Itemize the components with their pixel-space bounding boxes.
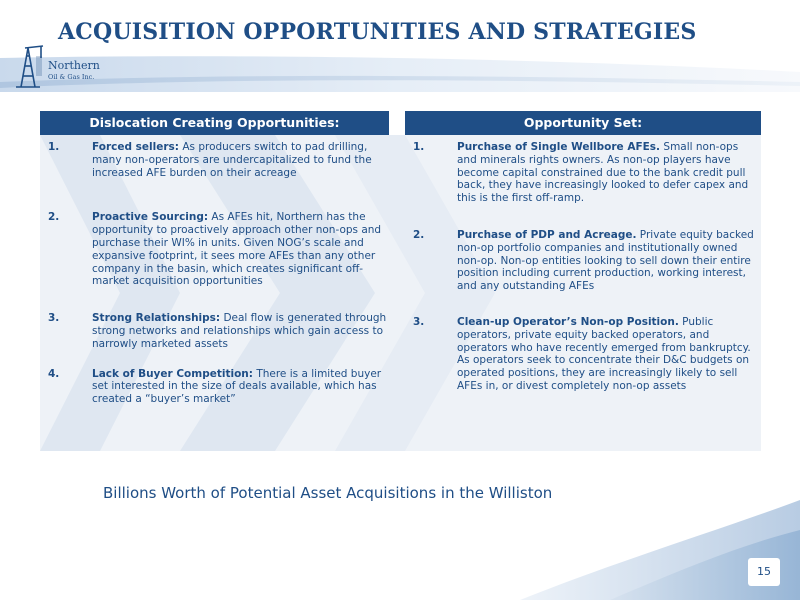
slide-title: ACQUISITION OPPORTUNITIES AND STRATEGIES [58,19,697,45]
tagline: Billions Worth of Potential Asset Acquisitions in the Williston [103,484,553,502]
list-item [48,312,388,350]
item-text: Public operators, private equity backed operators, and operators who have recently emerged from bankruptcy. As operators seek to concentrate their D&C budgets on operated positions, they are increasingly likely to sell AFEs in, or divest completely non-op assets [457,315,751,392]
right-column-header: Opportunity Set: [405,111,761,135]
logo-wordmark: Northern [48,59,100,72]
list-item [48,141,388,179]
left-column-header: Dislocation Creating Opportunities: [40,111,389,135]
item-lead: Purchase of PDP and Acreage. [457,228,637,241]
dislocation-list [48,141,388,406]
item-number: 2. [48,211,60,224]
item-text: There is a limited buyer set interested in the size of deals available, which has created a “buyer’s market” [92,367,382,406]
item-text: As AFEs hit, Northern has the opportunity to proactively approach other non-ops and purchase their WI% in units. Given NOG’s scale and expansive footprint, it sees more AFEs than any other company in the basin, which creates significant off-market acquisition opportunities [92,211,382,288]
list-item [413,141,758,205]
opportunity-list [413,141,758,393]
item-lead: Purchase of Single Wellbore AFEs. [457,141,661,153]
item-lead: Lack of Buyer Competition: [92,367,253,380]
item-number: 3. [48,312,60,325]
list-item [413,229,758,293]
item-text: Small non-ops and minerals rights owners. As non-op players have become capital constrained due to the bank credit pull back, they have increasingly looked to defer capex and this is the first off-ramp. [457,141,749,205]
list-item [48,368,388,406]
logo-subtitle: Oil & Gas Inc. [48,73,95,81]
item-number: 2. [413,228,425,241]
item-lead: Proactive Sourcing: [92,211,209,224]
item-number: 4. [48,367,60,380]
item-number: 1. [413,141,425,153]
item-number: 3. [413,315,425,328]
list-item [48,211,388,288]
header-band [0,52,800,92]
item-text: As producers switch to pad drilling, many non-operators are undercapitalized to fund the increased AFE burden on their acreage [92,141,372,179]
item-lead: Strong Relationships: [92,312,221,325]
item-text: Deal flow is generated through strong networks and relationships which gain access to narrowly marketed assets [92,312,387,350]
item-text: Private equity backed non-op portfolio companies and institutionally owned non-op. Non-op entities looking to sell down their entire position including current production, working interest, and any outstanding AFEs [457,228,754,293]
company-logo [12,42,112,92]
item-lead: Clean-up Operator’s Non-op Position. [457,315,679,328]
item-number: 1. [48,141,60,153]
list-item [413,316,758,393]
page-number: 15 [748,558,780,586]
item-lead: Forced sellers: [92,141,179,153]
